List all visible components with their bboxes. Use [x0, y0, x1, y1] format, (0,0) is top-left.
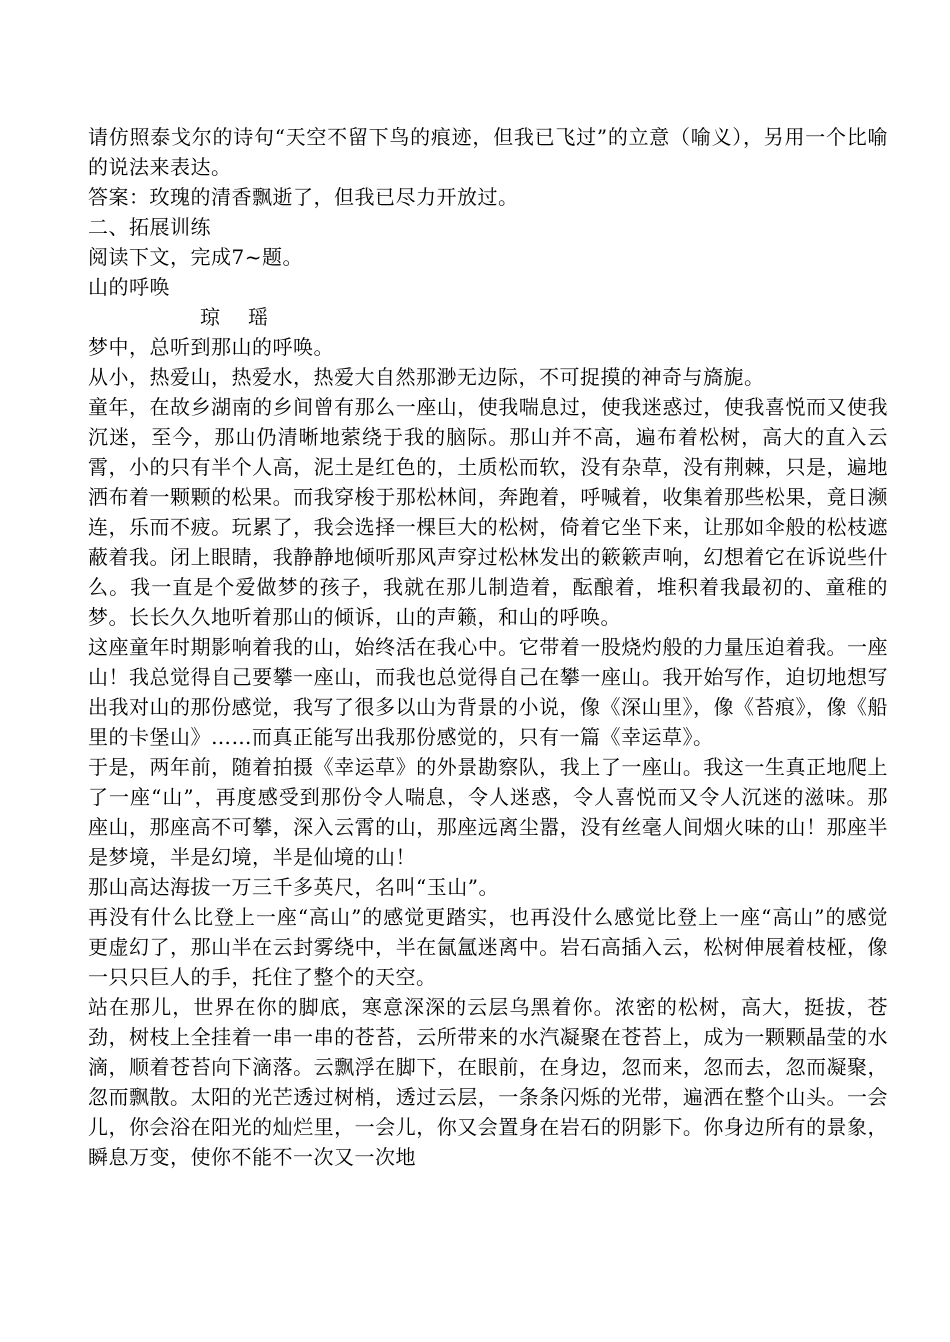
- reading-instruction: 阅读下文，完成7~题。: [88, 245, 303, 269]
- body-paragraph: 从小，热爱山，热爱水，热爱大自然那渺无边际，不可捉摸的神奇与旖旎。: [88, 365, 765, 389]
- answer-paragraph: 答案：玫瑰的清香飘逝了，但我已尽力开放过。: [88, 185, 519, 209]
- body-paragraph: 再没有什么比登上一座“高山”的感觉更踏实，也再没什么感觉比登上一座“高山”的感觉更虚幻了，那山半在云封雾绕中，半在氤氲迷离中。岩石高插入云，松树伸展着枝桠，像一只只巨人的手，托住了整个的天空。: [88, 905, 888, 989]
- document-body: [88, 122, 888, 1172]
- body-paragraph: 站在那儿，世界在你的脚底，寒意深深的云层乌黑着你。浓密的松树，高大，挺拔，苍劲，树枝上全挂着一串一串的苍苔，云所带来的水汽凝聚在苍苔上，成为一颗颗晶莹的水滴，顺着苍苔向下滴落。云飘浮在脚下，在眼前，在身边，忽而来，忽而去，忽而凝聚，忽而飘散。太阳的光芒透过树梢，透过云层，一条条闪烁的光带，遍洒在整个山头。一会儿，你会浴在阳光的灿烂里，一会儿，你又会置身在岩石的阴影下。你身边所有的景象，瞬息万变，使你不能不一次又一次地: [88, 995, 888, 1169]
- body-paragraph: 于是，两年前，随着拍摄《幸运草》的外景勘察队，我上了一座山。我这一生真正地爬上了一座“山”，再度感受到那份令人喘息，令人迷惑，令人喜悦而又令人沉迷的滋味。那座山，那座高不可攀，深入云霄的山，那座远离尘嚣，没有丝毫人间烟火味的山！那座半是梦境，半是幻境，半是仙境的山！: [88, 755, 888, 869]
- body-paragraph: 那山高达海拔一万三千多英尺，名叫“玉山”。: [88, 875, 499, 899]
- body-paragraph: 这座童年时期影响着我的山，始终活在我心中。它带着一股烧灼般的力量压迫着我。一座山！我总觉得自己要攀一座山，而我也总觉得自己在攀一座山。我开始写作，迫切地想写出我对山的那份感觉，我写了很多以山为背景的小说，像《深山里》，像《苔痕》，像《船里的卡堡山》……而真正能写出我那份感觉的，只有一篇《幸运草》。: [88, 635, 888, 749]
- body-paragraph: 梦中，总听到那山的呼唤。: [88, 335, 334, 359]
- article-title: 山的呼唤: [88, 275, 170, 299]
- body-paragraph: 童年，在故乡湖南的乡间曾有那么一座山，使我喘息过，使我迷惑过，使我喜悦而又使我沉迷，至今，那山仍清晰地萦绕于我的脑际。那山并不高，遍布着松树，高大的直入云霄，小的只有半个人高，泥土是红色的，土质松而软，没有杂草，没有荆棘，只是，遍地洒布着一颗颗的松果。而我穿梭于那松林间，奔跑着，呼喊着，收集着那些松果，竟日濒连，乐而不疲。玩累了，我会选择一棵巨大的松树，倚着它坐下来，让那如伞般的松枝遮蔽着我。闭上眼睛，我静静地倾听那风声穿过松林发出的簌簌声响，幻想着它在诉说些什么。我一直是个爱做梦的孩子，我就在那儿制造着，酝酿着，堆积着我最初的、童稚的梦。长长久久地听着那山的倾诉，山的声籁，和山的呼唤。: [88, 395, 888, 629]
- question-paragraph: 请仿照泰戈尔的诗句“天空不留下鸟的痕迹，但我已飞过”的立意（喻义），另用一个比喻的说法来表达。: [88, 125, 888, 179]
- article-author: 琼 瑶: [200, 305, 272, 329]
- section-heading: 二、拓展训练: [88, 215, 211, 239]
